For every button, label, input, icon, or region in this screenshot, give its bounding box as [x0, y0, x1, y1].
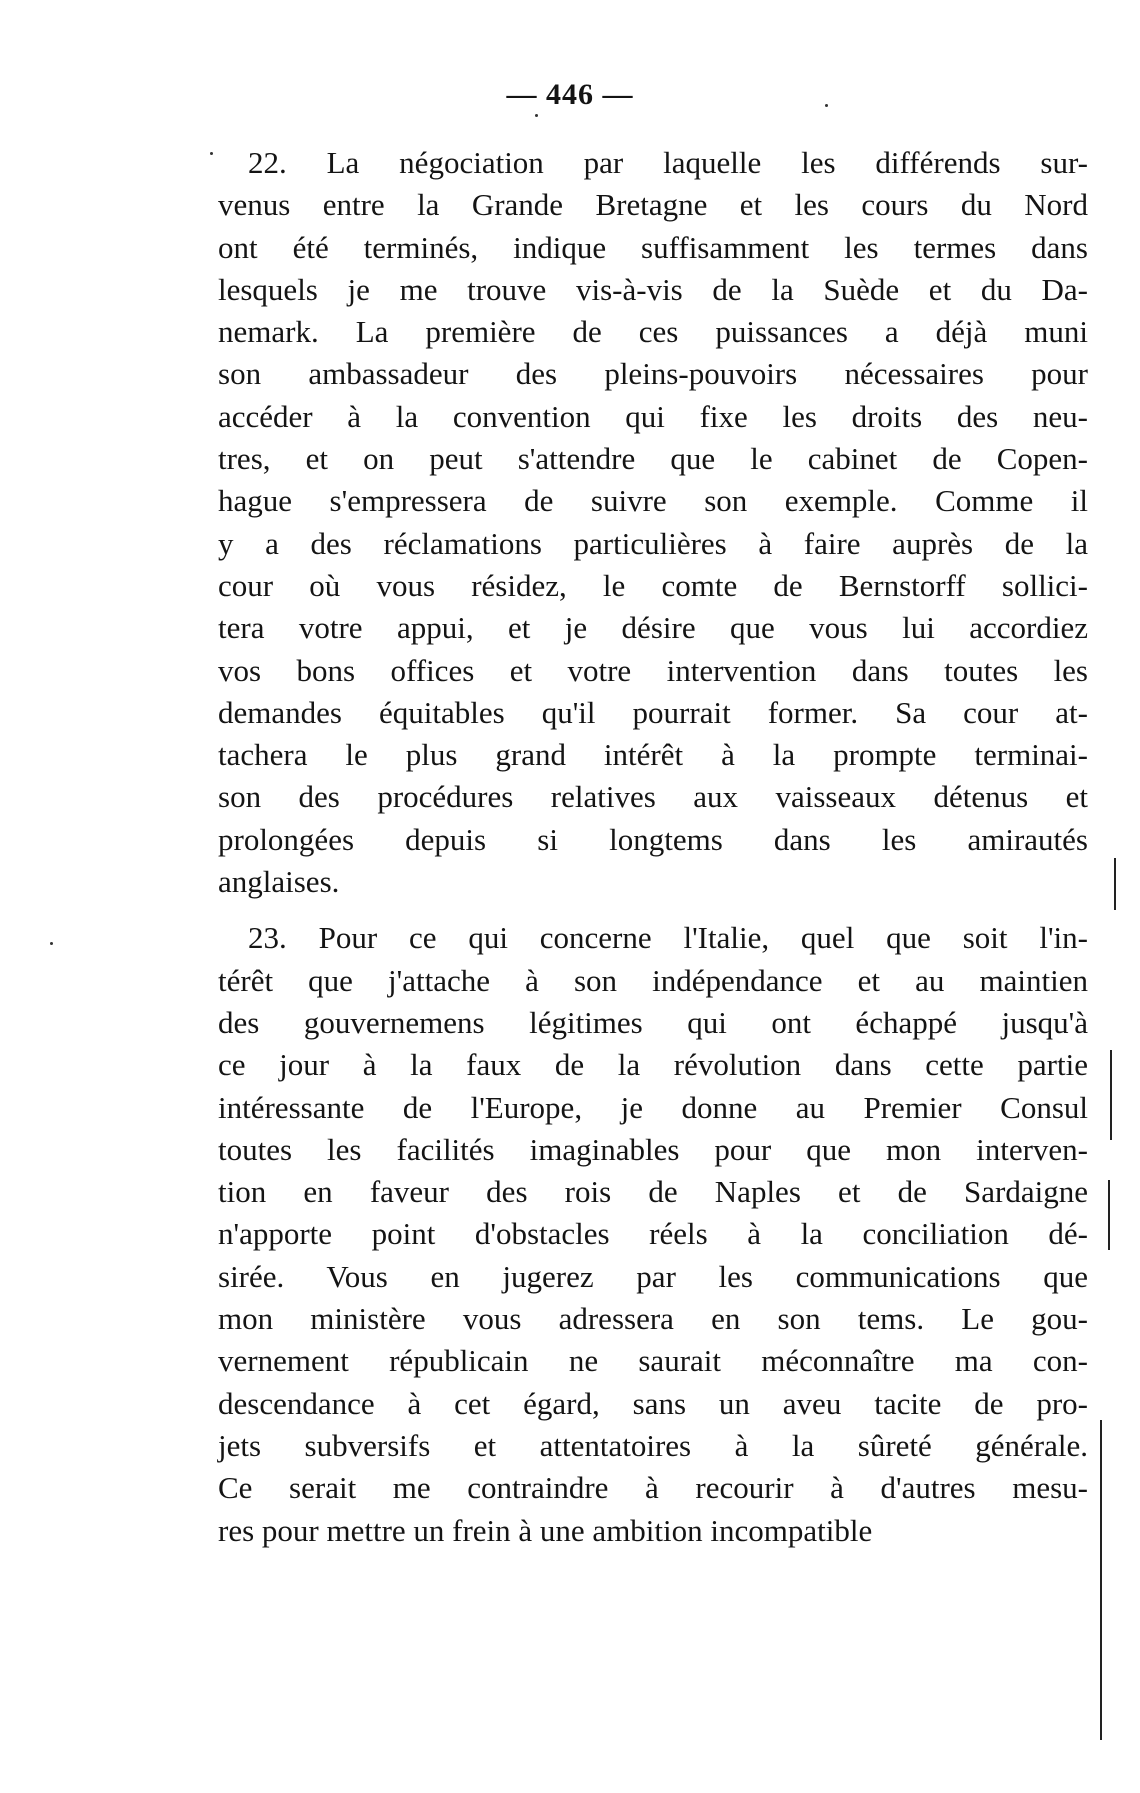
text-line: tion en faveur des rois de Naples et de Sardaigne [218, 1174, 1088, 1210]
scan-edge-line [1100, 1420, 1102, 1740]
text-line: y a des réclamations particulières à faire auprès de la [218, 525, 1088, 561]
text-line: mon ministère vous adressera en son tems. Le gou- [218, 1301, 1088, 1337]
text-line: nemark. La première de ces puissances a déjà muni [218, 314, 1088, 350]
scan-edge-line [1114, 858, 1116, 910]
text-line: toutes les facilités imaginables pour que mon interven- [218, 1131, 1088, 1167]
text-line: demandes équitables qu'il pourrait former. Sa cour at- [218, 694, 1088, 730]
page-number: — 446 — [506, 78, 634, 111]
text-line: tera votre appui, et je désire que vous lui accordiez [218, 610, 1088, 646]
scan-edge-line [1110, 1050, 1112, 1140]
text-line: n'apporte point d'obstacles réels à la conciliation dé- [218, 1216, 1088, 1252]
text-line: vos bons offices et votre intervention dans toutes les [218, 652, 1088, 688]
text-line: hague s'empressera de suivre son exemple. Comme il [218, 483, 1088, 519]
text-line: vernement républicain ne saurait méconnaître ma con- [218, 1343, 1088, 1379]
text-line: ce jour à la faux de la révolution dans cette partie [218, 1047, 1088, 1083]
text-line: 22. La négociation par laquelle les différends sur- [248, 145, 1088, 180]
text-line: jets subversifs et attentatoires à la sûreté générale. [218, 1427, 1088, 1463]
text-line: tres, et on peut s'attendre que le cabinet de Copen- [218, 441, 1088, 477]
scan-speck [50, 942, 53, 945]
text-line: sirée. Vous en jugerez par les communications que [218, 1258, 1088, 1294]
scan-edge-line [1108, 1180, 1110, 1250]
paragraph-22 [218, 142, 1088, 903]
text-line: descendance à cet égard, sans un aveu tacite de pro- [218, 1385, 1088, 1421]
text-line: prolongées depuis si longtems dans les amirautés [218, 821, 1088, 857]
text-line: intéressante de l'Europe, je donne au Premier Consul [218, 1089, 1088, 1125]
body-text [218, 142, 1088, 1552]
scan-speck [210, 152, 213, 155]
text-line: anglaises. [218, 864, 340, 900]
text-line: cour où vous résidez, le comte de Bernstorff sollici- [218, 567, 1088, 603]
text-line: son ambassadeur des pleins-pouvoirs nécessaires pour [218, 356, 1088, 392]
text-line: térêt que j'attache à son indépendance et au maintien [218, 962, 1088, 998]
text-line: ont été terminés, indique suffisamment les termes dans [218, 229, 1088, 265]
scan-speck [535, 114, 538, 117]
paragraph-23 [218, 917, 1088, 1551]
text-line: Ce serait me contraindre à recourir à d'autres mesu- [218, 1470, 1088, 1506]
text-line: tachera le plus grand intérêt à la prompte terminai- [218, 737, 1088, 773]
text-line: venus entre la Grande Bretagne et les cours du Nord [218, 187, 1088, 223]
text-line: 23. Pour ce qui concerne l'Italie, quel que soit l'in- [248, 920, 1088, 956]
text-line: res pour mettre un frein à une ambition incompatible [218, 1512, 873, 1548]
scan-speck [825, 104, 828, 107]
text-line: accéder à la convention qui fixe les droits des neu- [218, 398, 1088, 434]
text-line: lesquels je me trouve vis-à-vis de la Suède et du Da- [218, 271, 1088, 307]
text-line: son des procédures relatives aux vaisseaux détenus et [218, 779, 1088, 815]
text-line: des gouvernemens légitimes qui ont échappé jusqu'à [218, 1004, 1088, 1040]
